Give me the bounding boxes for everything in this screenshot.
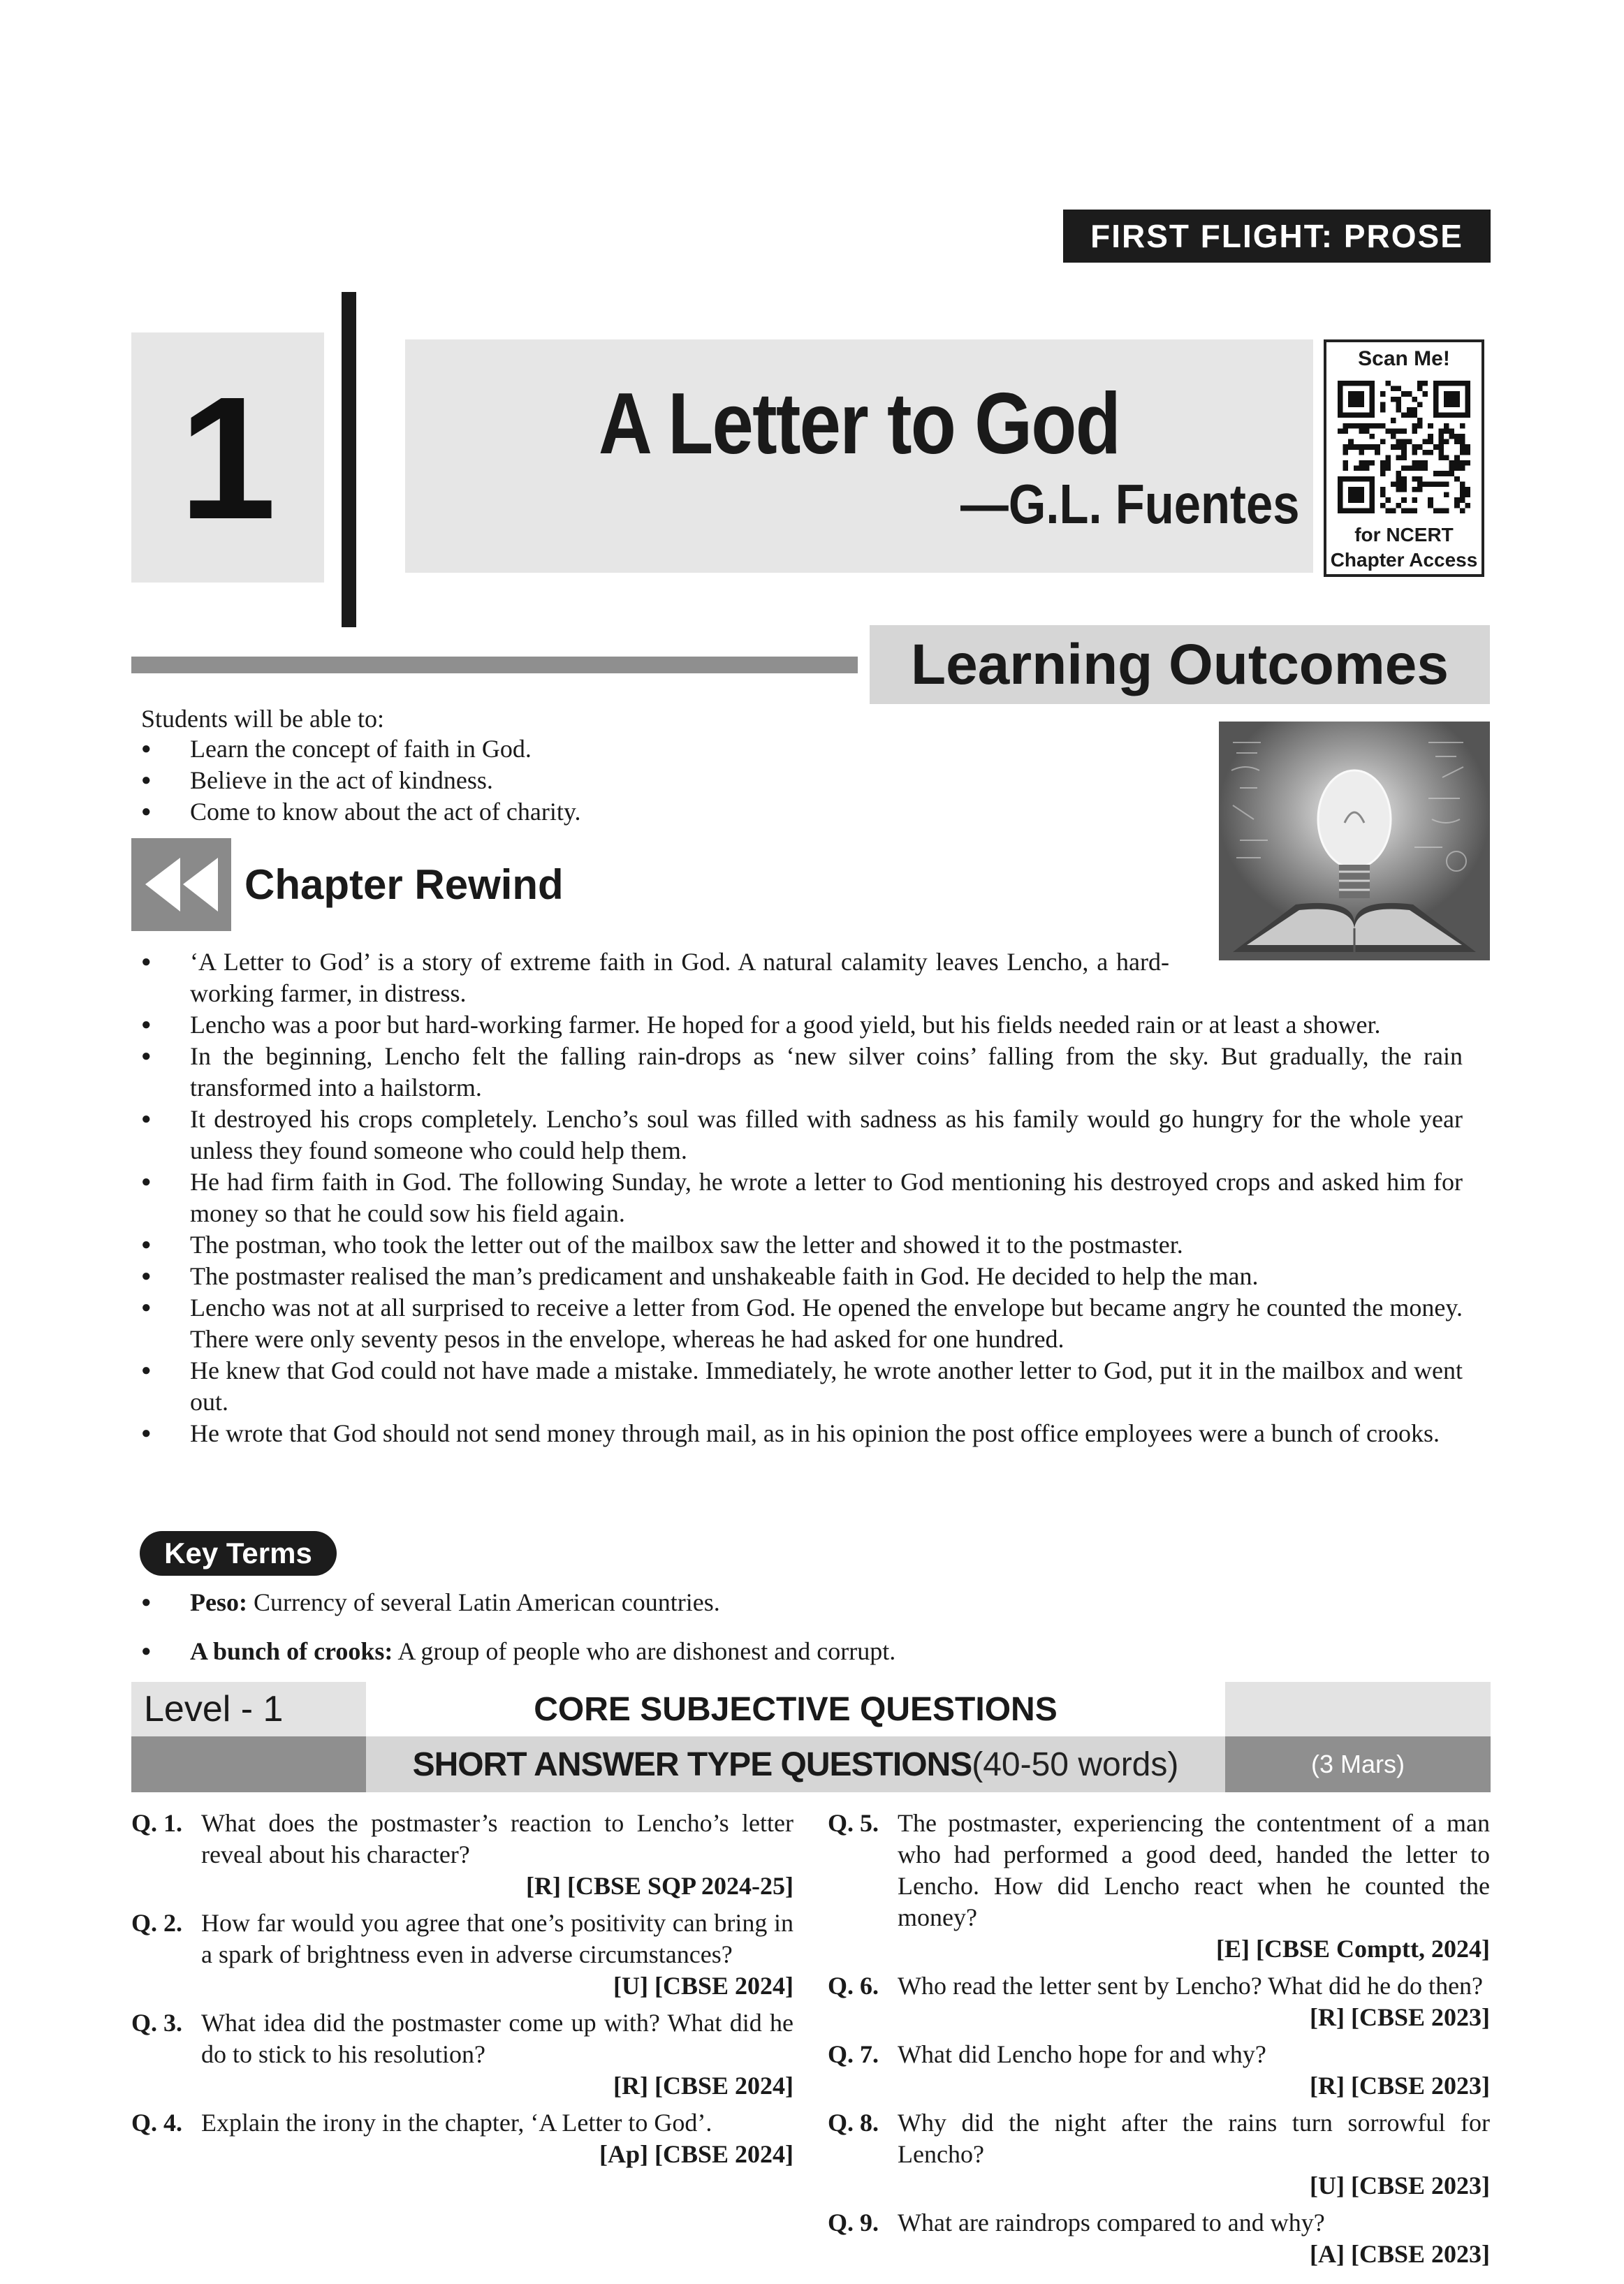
question-source: [U] [CBSE 2024] bbox=[613, 1972, 793, 2000]
lightbulb-book-photo bbox=[1219, 722, 1490, 960]
chapter-number: 1 bbox=[179, 360, 277, 555]
question-item bbox=[828, 2107, 1490, 2202]
question-source: [R] [CBSE 2023] bbox=[1310, 2072, 1490, 2100]
key-term-definition: A group of people who are dishonest and corrupt. bbox=[393, 1637, 896, 1665]
qr-scan-label: Scan Me! bbox=[1358, 347, 1450, 370]
question-text: What are raindrops compared to and why? bbox=[898, 2209, 1325, 2237]
core-questions-title: CORE SUBJECTIVE QUESTIONS bbox=[534, 1690, 1058, 1728]
key-term-definition: Currency of several Latin American countries. bbox=[247, 1588, 720, 1616]
list-item: ● Come to know about the act of charity. bbox=[141, 796, 700, 828]
list-item: ● The postman, who took the letter out of the mailbox saw the letter and showed it to the postmaster. bbox=[141, 1229, 1463, 1261]
key-terms-heading: Key Terms bbox=[140, 1531, 337, 1576]
chapter-rewind-list bbox=[141, 946, 1463, 1449]
question-number: Q. 8. bbox=[828, 2109, 879, 2137]
question-item bbox=[131, 2107, 793, 2170]
question-number: Q. 4. bbox=[131, 2109, 183, 2137]
header-filler bbox=[131, 1736, 366, 1792]
question-text: Explain the irony in the chapter, ‘A Letter to God’. bbox=[201, 2109, 712, 2137]
header-filler bbox=[1225, 1682, 1491, 1736]
key-term-item bbox=[141, 1587, 1259, 1618]
marks-label: (3 Mars) bbox=[1225, 1736, 1491, 1792]
questions-right-column bbox=[828, 1808, 1490, 2276]
learning-outcomes-heading: Learning Outcomes bbox=[910, 632, 1449, 696]
word-limit: (40-50 words) bbox=[972, 1745, 1179, 1783]
question-number: Q. 1. bbox=[131, 1809, 183, 1837]
question-text: The postmaster, experiencing the contentment of a man who had performed a good deed, handed the letter to Lencho. How did Lencho react when he counted the money? bbox=[898, 1809, 1490, 1931]
key-term-item bbox=[141, 1636, 1259, 1667]
question-number: Q. 2. bbox=[131, 1909, 183, 1937]
question-item bbox=[828, 2207, 1490, 2270]
question-item bbox=[828, 1970, 1490, 2033]
learning-outcomes-intro: Students will be able to: bbox=[141, 705, 384, 733]
question-source: [R] [CBSE 2024] bbox=[613, 2072, 793, 2100]
rewind-icon bbox=[131, 838, 231, 931]
question-text: What did Lencho hope for and why? bbox=[898, 2040, 1266, 2068]
level-label: Level - 1 bbox=[131, 1682, 366, 1736]
question-number: Q. 7. bbox=[828, 2040, 879, 2068]
question-source: [Ap] [CBSE 2024] bbox=[599, 2140, 793, 2168]
list-item: ● He wrote that God should not send money through mail, as in his opinion the post office employees were a bunch of crooks. bbox=[141, 1418, 1463, 1449]
list-item: ● The postmaster realised the man’s predicament and unshakeable faith in God. He decided to help the man. bbox=[141, 1261, 1463, 1292]
list-item: ● Learn the concept of faith in God. bbox=[141, 733, 700, 765]
key-term: Peso: bbox=[190, 1588, 247, 1616]
list-item: ● Believe in the act of kindness. bbox=[141, 765, 700, 796]
list-item: ● In the beginning, Lencho felt the falling rain-drops as ‘new silver coins’ falling from the sky. But gradually, the rain transformed into a hailstorm. bbox=[141, 1041, 1463, 1104]
question-item bbox=[828, 2039, 1490, 2102]
qr-code-icon[interactable] bbox=[1338, 381, 1470, 513]
question-source: [U] [CBSE 2023] bbox=[1310, 2172, 1490, 2199]
question-item bbox=[828, 1808, 1490, 1965]
question-source: [R] [CBSE 2023] bbox=[1310, 2003, 1490, 2031]
chapter-author: —G.L. Fuentes bbox=[960, 473, 1299, 535]
question-number: Q. 6. bbox=[828, 1972, 879, 2000]
qr-caption-line1: for NCERT bbox=[1354, 524, 1454, 546]
question-text: Who read the letter sent by Lencho? What did he do then? bbox=[898, 1972, 1484, 2000]
key-term: A bunch of crooks: bbox=[190, 1637, 393, 1665]
question-text: How far would you agree that one’s positivity can bring in a spark of brightness even in adverse circumstances? bbox=[201, 1909, 793, 1968]
learning-outcomes-list bbox=[141, 733, 700, 828]
section-tag: FIRST FLIGHT: PROSE bbox=[1063, 210, 1491, 263]
questions-left-column bbox=[131, 1808, 793, 2176]
list-item: ● He had firm faith in God. The following Sunday, he wrote a letter to God mentioning his destroyed crops and asked him for money so that he could sow his field again. bbox=[141, 1166, 1463, 1229]
list-item: ● It destroyed his crops completely. Lencho’s soul was filled with sadness as his family would go hungry for the whole year unless they found someone who could help them. bbox=[141, 1104, 1463, 1166]
question-number: Q. 3. bbox=[131, 2009, 183, 2037]
list-item: ● Lencho was not at all surprised to receive a letter from God. He opened the envelope but became angry he counted the money. There were only seventy pesos in the envelope, whereas he had asked for one hundred. bbox=[141, 1292, 1463, 1355]
question-text: What does the postmaster’s reaction to Lencho’s letter reveal about his character? bbox=[201, 1809, 793, 1868]
question-source: [A] [CBSE 2023] bbox=[1310, 2240, 1490, 2268]
learning-outcomes-rule bbox=[131, 657, 858, 673]
short-answer-label: SHORT ANSWER TYPE QUESTIONS bbox=[412, 1745, 972, 1783]
qr-caption-line2: Chapter Access bbox=[1330, 549, 1478, 571]
question-text: Why did the night after the rains turn sorrowful for Lencho? bbox=[898, 2109, 1490, 2168]
question-item bbox=[131, 2007, 793, 2102]
short-answer-title bbox=[366, 1736, 1225, 1792]
key-terms-list bbox=[141, 1587, 1259, 1685]
question-text: What idea did the postmaster come up with? What did he do to stick to his resolution? bbox=[201, 2009, 793, 2068]
chapter-divider bbox=[342, 292, 356, 627]
question-source: [E] [CBSE Comptt, 2024] bbox=[1216, 1935, 1490, 1963]
question-number: Q. 9. bbox=[828, 2209, 879, 2237]
list-item: ● Lencho was a poor but hard-working farmer. He hoped for a good yield, but his fields needed rain or at least a shower. bbox=[141, 1009, 1463, 1041]
question-item bbox=[131, 1808, 793, 1902]
question-item bbox=[131, 1908, 793, 2002]
list-item: ● He knew that God could not have made a mistake. Immediately, he wrote another letter to God, put it in the mailbox and went out. bbox=[141, 1355, 1463, 1418]
list-item: ● ‘A Letter to God’ is a story of extreme faith in God. A natural calamity leaves Lencho, a hard-working farmer, in distress. bbox=[141, 946, 1463, 1009]
chapter-title: A Letter to God bbox=[598, 376, 1120, 472]
question-number: Q. 5. bbox=[828, 1809, 879, 1837]
question-source: [R] [CBSE SQP 2024-25] bbox=[525, 1872, 793, 1900]
qr-caption bbox=[1324, 522, 1484, 573]
chapter-number-box bbox=[131, 332, 324, 583]
chapter-rewind-heading: Chapter Rewind bbox=[244, 861, 564, 908]
